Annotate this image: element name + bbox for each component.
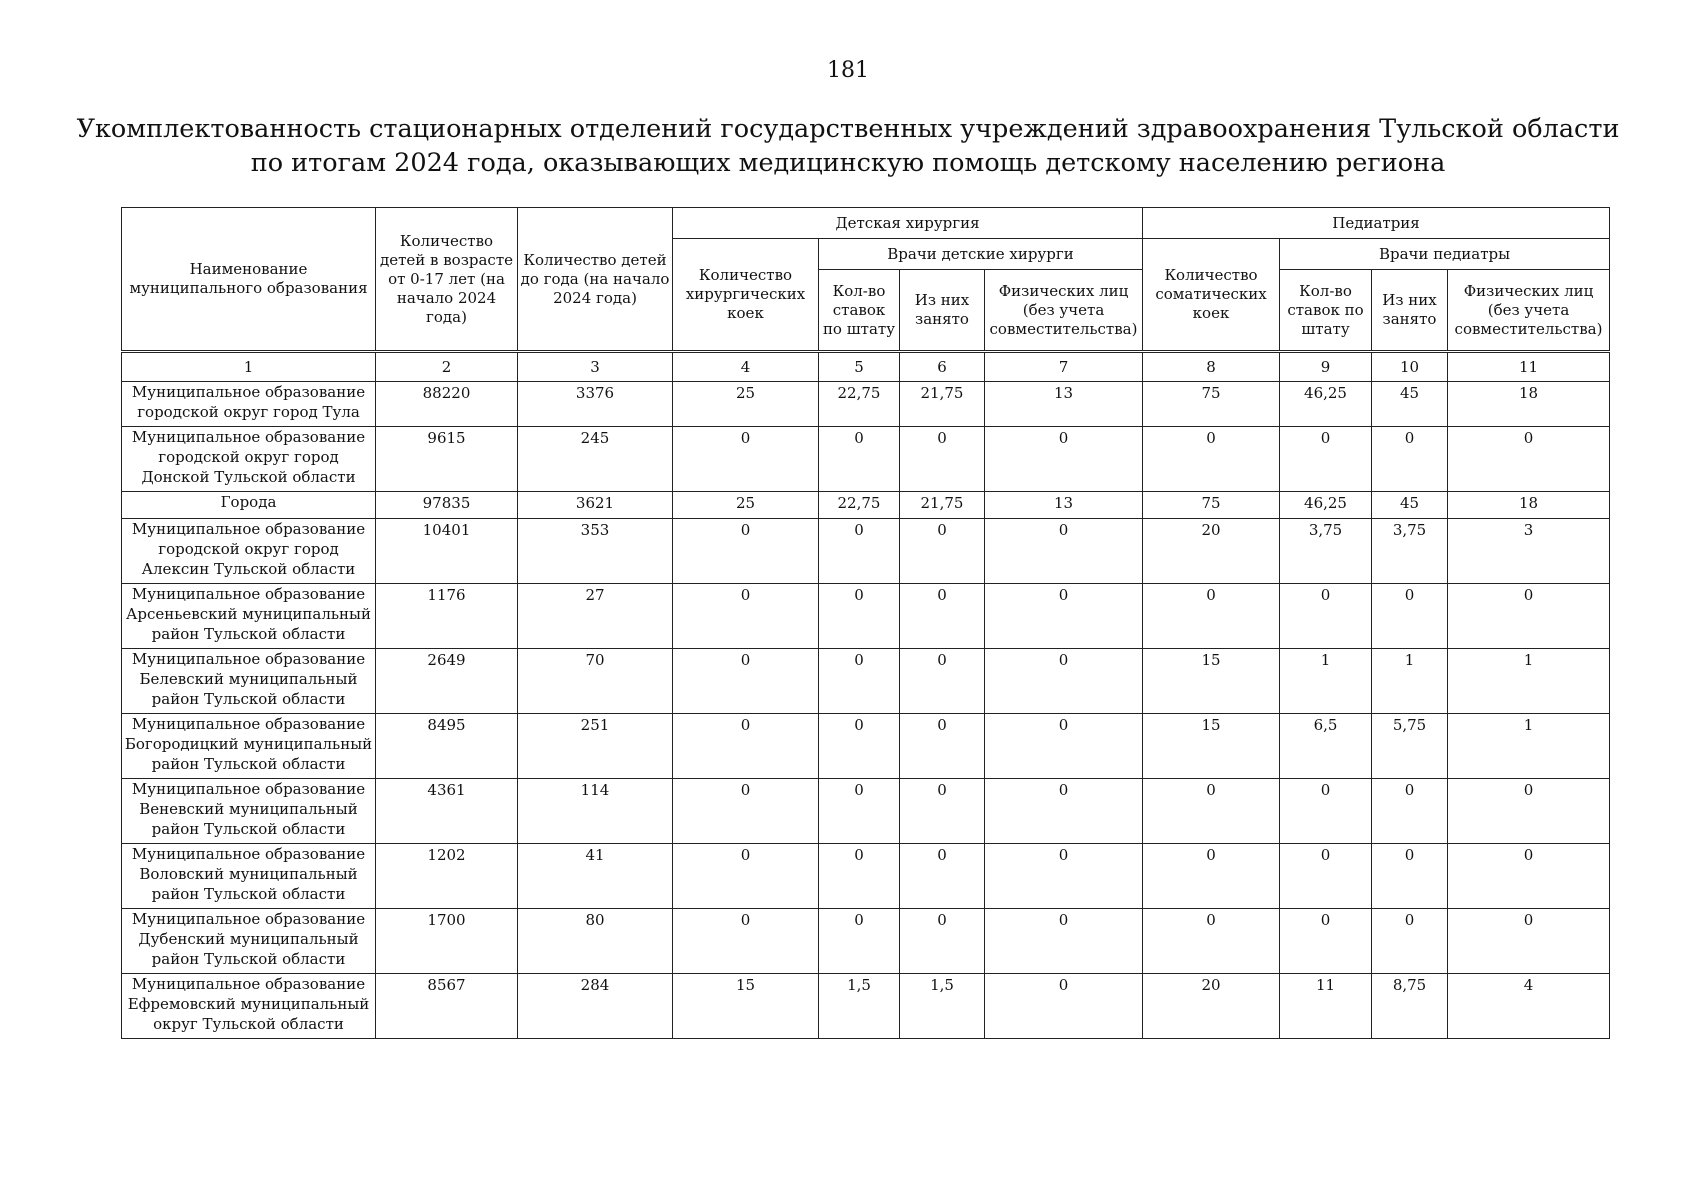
row-name: Муниципальное образование городской округ город Тула [122, 382, 376, 427]
cell-c11: 18 [1448, 382, 1610, 427]
table-row [122, 909, 1610, 974]
row-name: Муниципальное образование Воловский муниципальный район Тульской области [122, 844, 376, 909]
header-ped-occupied: Из них занято [1372, 270, 1448, 352]
cell-c7: 13 [985, 382, 1143, 427]
cell-c10: 0 [1372, 779, 1448, 844]
cell-c4: 25 [673, 382, 819, 427]
cell-c4: 15 [673, 974, 819, 1039]
table-row [122, 492, 1610, 519]
cell-c8: 0 [1143, 584, 1280, 649]
column-number: 6 [900, 352, 985, 382]
table-row [122, 649, 1610, 714]
cell-c3: 3621 [518, 492, 673, 519]
header-somatic-beds: Количество соматических коек [1143, 239, 1280, 352]
cell-c3: 353 [518, 519, 673, 584]
cell-c4: 0 [673, 844, 819, 909]
cell-c7: 0 [985, 584, 1143, 649]
header-pediatrics-group: Педиатрия [1143, 208, 1610, 239]
cell-c11: 0 [1448, 584, 1610, 649]
cell-c2: 88220 [376, 382, 518, 427]
row-name: Муниципальное образование Белевский муниципальный район Тульской области [122, 649, 376, 714]
cell-c2: 2649 [376, 649, 518, 714]
column-number: 5 [819, 352, 900, 382]
cell-c11: 0 [1448, 427, 1610, 492]
cell-c7: 0 [985, 427, 1143, 492]
cell-c11: 0 [1448, 844, 1610, 909]
cell-c10: 1 [1372, 649, 1448, 714]
title-line-1: Укомплектованность стационарных отделений государственных учреждений здравоохранения Тульской области [76, 114, 1620, 144]
header-ped-staff: Кол-во ставок по штату [1280, 270, 1372, 352]
cell-c8: 15 [1143, 714, 1280, 779]
column-number: 4 [673, 352, 819, 382]
cell-c9: 46,25 [1280, 382, 1372, 427]
row-name: Муниципальное образование Арсеньевский муниципальный район Тульской области [122, 584, 376, 649]
row-name: Муниципальное образование Веневский муниципальный район Тульской области [122, 779, 376, 844]
cell-c2: 4361 [376, 779, 518, 844]
cell-c7: 0 [985, 844, 1143, 909]
cell-c5: 0 [819, 779, 900, 844]
staffing-table [121, 207, 1610, 1039]
header-pediatricians-group: Врачи педиатры [1280, 239, 1610, 270]
cell-c3: 245 [518, 427, 673, 492]
cell-c6: 0 [900, 427, 985, 492]
row-name: Муниципальное образование городской округ город Донской Тульской области [122, 427, 376, 492]
cell-c5: 0 [819, 714, 900, 779]
cell-c6: 0 [900, 519, 985, 584]
cell-c4: 0 [673, 909, 819, 974]
cell-c8: 0 [1143, 909, 1280, 974]
cell-c4: 0 [673, 779, 819, 844]
column-number: 7 [985, 352, 1143, 382]
row-name: Муниципальное образование Богородицкий муниципальный район Тульской области [122, 714, 376, 779]
cell-c2: 8567 [376, 974, 518, 1039]
page-title [0, 112, 1696, 180]
table-row [122, 382, 1610, 427]
cell-c9: 0 [1280, 427, 1372, 492]
cell-c6: 0 [900, 909, 985, 974]
cell-c3: 41 [518, 844, 673, 909]
cell-c5: 0 [819, 427, 900, 492]
cell-c9: 0 [1280, 779, 1372, 844]
cell-c9: 6,5 [1280, 714, 1372, 779]
cell-c4: 0 [673, 649, 819, 714]
cell-c4: 0 [673, 584, 819, 649]
cell-c2: 1176 [376, 584, 518, 649]
cell-c3: 114 [518, 779, 673, 844]
table-row [122, 519, 1610, 584]
cell-c10: 0 [1372, 844, 1448, 909]
cell-c7: 0 [985, 909, 1143, 974]
cell-c6: 0 [900, 844, 985, 909]
header-surgery-group: Детская хирургия [673, 208, 1143, 239]
cell-c9: 11 [1280, 974, 1372, 1039]
cell-c6: 21,75 [900, 382, 985, 427]
table-row [122, 584, 1610, 649]
cell-c3: 284 [518, 974, 673, 1039]
cell-c3: 27 [518, 584, 673, 649]
title-line-2: по итогам 2024 года, оказывающих медицинскую помощь детскому населению региона [250, 148, 1446, 178]
cell-c3: 251 [518, 714, 673, 779]
cell-c11: 1 [1448, 714, 1610, 779]
cell-c7: 0 [985, 974, 1143, 1039]
cell-c6: 0 [900, 714, 985, 779]
cell-c7: 13 [985, 492, 1143, 519]
cell-c3: 70 [518, 649, 673, 714]
row-name: Муниципальное образование городской округ город Алексин Тульской области [122, 519, 376, 584]
table-row [122, 427, 1610, 492]
cell-c11: 4 [1448, 974, 1610, 1039]
column-number: 3 [518, 352, 673, 382]
cell-c11: 0 [1448, 779, 1610, 844]
header-surgeons-staff: Кол-во ставок по штату [819, 270, 900, 352]
cell-c7: 0 [985, 714, 1143, 779]
table-row [122, 779, 1610, 844]
cell-c10: 0 [1372, 427, 1448, 492]
cell-c5: 0 [819, 584, 900, 649]
header-surgery-beds: Количество хирургических коек [673, 239, 819, 352]
cell-c4: 0 [673, 519, 819, 584]
header-surgeons-group: Врачи детские хирурги [819, 239, 1143, 270]
header-ped-persons: Физических лиц (без учета совместительства) [1448, 270, 1610, 352]
cell-c6: 0 [900, 649, 985, 714]
header-children-0-17: Количество детей в возрасте от 0-17 лет (на начало 2024 года) [376, 208, 518, 352]
cell-c5: 0 [819, 844, 900, 909]
cell-c3: 80 [518, 909, 673, 974]
table-row [122, 974, 1610, 1039]
table-row [122, 714, 1610, 779]
cell-c5: 0 [819, 649, 900, 714]
page-number: 181 [827, 58, 869, 83]
cell-c10: 3,75 [1372, 519, 1448, 584]
cell-c9: 0 [1280, 909, 1372, 974]
cell-c6: 0 [900, 779, 985, 844]
cell-c10: 5,75 [1372, 714, 1448, 779]
cell-c8: 20 [1143, 519, 1280, 584]
cell-c5: 22,75 [819, 382, 900, 427]
cell-c5: 0 [819, 519, 900, 584]
column-number: 9 [1280, 352, 1372, 382]
cell-c10: 0 [1372, 584, 1448, 649]
cell-c2: 1202 [376, 844, 518, 909]
cell-c8: 0 [1143, 427, 1280, 492]
cell-c10: 8,75 [1372, 974, 1448, 1039]
cell-c8: 75 [1143, 382, 1280, 427]
cell-c4: 0 [673, 714, 819, 779]
row-name: Муниципальное образование Ефремовский муниципальный округ Тульской области [122, 974, 376, 1039]
cell-c5: 22,75 [819, 492, 900, 519]
column-number: 10 [1372, 352, 1448, 382]
cell-c6: 21,75 [900, 492, 985, 519]
row-name: Муниципальное образование Дубенский муниципальный район Тульской области [122, 909, 376, 974]
header-children-under-1: Количество детей до года (на начало 2024 года) [518, 208, 673, 352]
header-name: Наименование муниципального образования [122, 208, 376, 352]
cell-c4: 0 [673, 427, 819, 492]
cell-c6: 1,5 [900, 974, 985, 1039]
cell-c2: 1700 [376, 909, 518, 974]
header-surgeons-occupied: Из них занято [900, 270, 985, 352]
cell-c9: 1 [1280, 649, 1372, 714]
cell-c9: 3,75 [1280, 519, 1372, 584]
cell-c7: 0 [985, 649, 1143, 714]
cell-c5: 0 [819, 909, 900, 974]
cell-c4: 25 [673, 492, 819, 519]
column-number: 1 [122, 352, 376, 382]
cell-c10: 0 [1372, 909, 1448, 974]
cell-c7: 0 [985, 779, 1143, 844]
cell-c2: 9615 [376, 427, 518, 492]
cell-c10: 45 [1372, 492, 1448, 519]
cell-c11: 18 [1448, 492, 1610, 519]
table-row [122, 844, 1610, 909]
cell-c9: 46,25 [1280, 492, 1372, 519]
cell-c9: 0 [1280, 584, 1372, 649]
cell-c11: 3 [1448, 519, 1610, 584]
cell-c2: 97835 [376, 492, 518, 519]
cell-c8: 75 [1143, 492, 1280, 519]
cell-c2: 10401 [376, 519, 518, 584]
cell-c11: 0 [1448, 909, 1610, 974]
cell-c7: 0 [985, 519, 1143, 584]
cell-c3: 3376 [518, 382, 673, 427]
cell-c8: 0 [1143, 844, 1280, 909]
cell-c9: 0 [1280, 844, 1372, 909]
column-number: 2 [376, 352, 518, 382]
column-number-row [122, 352, 1610, 382]
cell-c8: 20 [1143, 974, 1280, 1039]
column-number: 8 [1143, 352, 1280, 382]
cell-c11: 1 [1448, 649, 1610, 714]
cell-c8: 15 [1143, 649, 1280, 714]
column-number: 11 [1448, 352, 1610, 382]
cell-c5: 1,5 [819, 974, 900, 1039]
cell-c8: 0 [1143, 779, 1280, 844]
cell-c10: 45 [1372, 382, 1448, 427]
cell-c6: 0 [900, 584, 985, 649]
row-name: Города [122, 492, 376, 519]
cell-c2: 8495 [376, 714, 518, 779]
header-surgeons-persons: Физических лиц (без учета совместительства) [985, 270, 1143, 352]
